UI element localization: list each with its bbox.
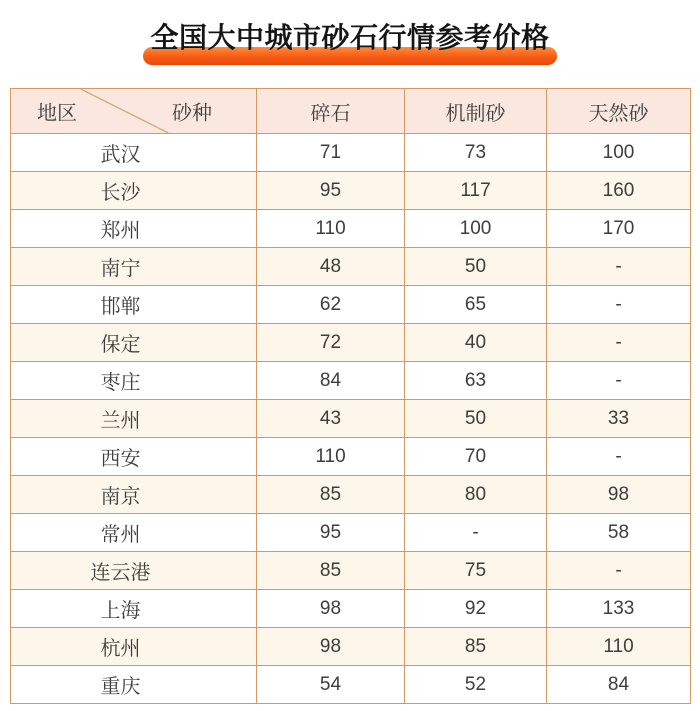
price-cell: 85 [257, 476, 405, 514]
corner-region-label: 地区 [37, 102, 77, 125]
table-row [11, 552, 691, 590]
price-table [10, 88, 691, 704]
table-row [11, 400, 691, 438]
price-cell: - [547, 362, 691, 400]
price-cell: 100 [547, 134, 691, 172]
city-cell: 南宁 [11, 248, 257, 286]
price-cell: 100 [405, 210, 547, 248]
corner-cell [11, 89, 257, 134]
price-cell: 58 [547, 514, 691, 552]
price-cell: - [547, 286, 691, 324]
table-row [11, 628, 691, 666]
page-title: 全国大中城市砂石行情参考价格 [150, 22, 550, 53]
price-cell: 33 [547, 400, 691, 438]
table-row [11, 362, 691, 400]
price-cell: - [547, 324, 691, 362]
price-cell: 54 [257, 666, 405, 704]
price-cell: 95 [257, 172, 405, 210]
price-cell: 117 [405, 172, 547, 210]
price-cell: 63 [405, 362, 547, 400]
header-row [11, 89, 691, 134]
city-cell: 常州 [11, 514, 257, 552]
table-header [11, 89, 691, 134]
price-cell: 52 [405, 666, 547, 704]
price-cell: 65 [405, 286, 547, 324]
city-cell: 保定 [11, 324, 257, 362]
price-cell: 85 [405, 628, 547, 666]
price-cell: 110 [257, 438, 405, 476]
price-cell: - [405, 514, 547, 552]
city-cell: 枣庄 [11, 362, 257, 400]
city-cell: 连云港 [11, 552, 257, 590]
price-cell: - [547, 248, 691, 286]
price-cell: 84 [257, 362, 405, 400]
city-cell: 重庆 [11, 666, 257, 704]
price-cell: 170 [547, 210, 691, 248]
corner-sand-label: 砂种 [172, 102, 212, 125]
price-cell: 71 [257, 134, 405, 172]
price-cell: - [547, 552, 691, 590]
column-header-machine-sand: 机制砂 [405, 89, 547, 134]
price-cell: 98 [257, 590, 405, 628]
price-cell: 48 [257, 248, 405, 286]
price-cell: 50 [405, 400, 547, 438]
price-cell: 160 [547, 172, 691, 210]
price-cell: 75 [405, 552, 547, 590]
column-header-natural-sand: 天然砂 [547, 89, 691, 134]
price-cell: 50 [405, 248, 547, 286]
table-row [11, 134, 691, 172]
price-cell: 70 [405, 438, 547, 476]
table-body [11, 134, 691, 704]
price-cell: 72 [257, 324, 405, 362]
city-cell: 杭州 [11, 628, 257, 666]
table-row [11, 172, 691, 210]
price-cell: 62 [257, 286, 405, 324]
price-cell: - [547, 438, 691, 476]
table-row [11, 590, 691, 628]
table-row [11, 514, 691, 552]
table-row [11, 248, 691, 286]
title-section [0, 0, 700, 88]
table-row [11, 286, 691, 324]
price-cell: 73 [405, 134, 547, 172]
column-header-crushed-stone: 碎石 [257, 89, 405, 134]
price-cell: 84 [547, 666, 691, 704]
price-cell: 98 [257, 628, 405, 666]
city-cell: 兰州 [11, 400, 257, 438]
table-row [11, 476, 691, 514]
table-row [11, 438, 691, 476]
price-cell: 92 [405, 590, 547, 628]
price-cell: 133 [547, 590, 691, 628]
table-row [11, 324, 691, 362]
price-cell: 98 [547, 476, 691, 514]
city-cell: 上海 [11, 590, 257, 628]
city-cell: 邯郸 [11, 286, 257, 324]
price-cell: 40 [405, 324, 547, 362]
price-cell: 43 [257, 400, 405, 438]
price-cell: 85 [257, 552, 405, 590]
city-cell: 长沙 [11, 172, 257, 210]
price-cell: 110 [547, 628, 691, 666]
table-row [11, 210, 691, 248]
city-cell: 郑州 [11, 210, 257, 248]
table-row [11, 666, 691, 704]
city-cell: 西安 [11, 438, 257, 476]
price-cell: 110 [257, 210, 405, 248]
price-cell: 80 [405, 476, 547, 514]
city-cell: 武汉 [11, 134, 257, 172]
price-cell: 95 [257, 514, 405, 552]
city-cell: 南京 [11, 476, 257, 514]
